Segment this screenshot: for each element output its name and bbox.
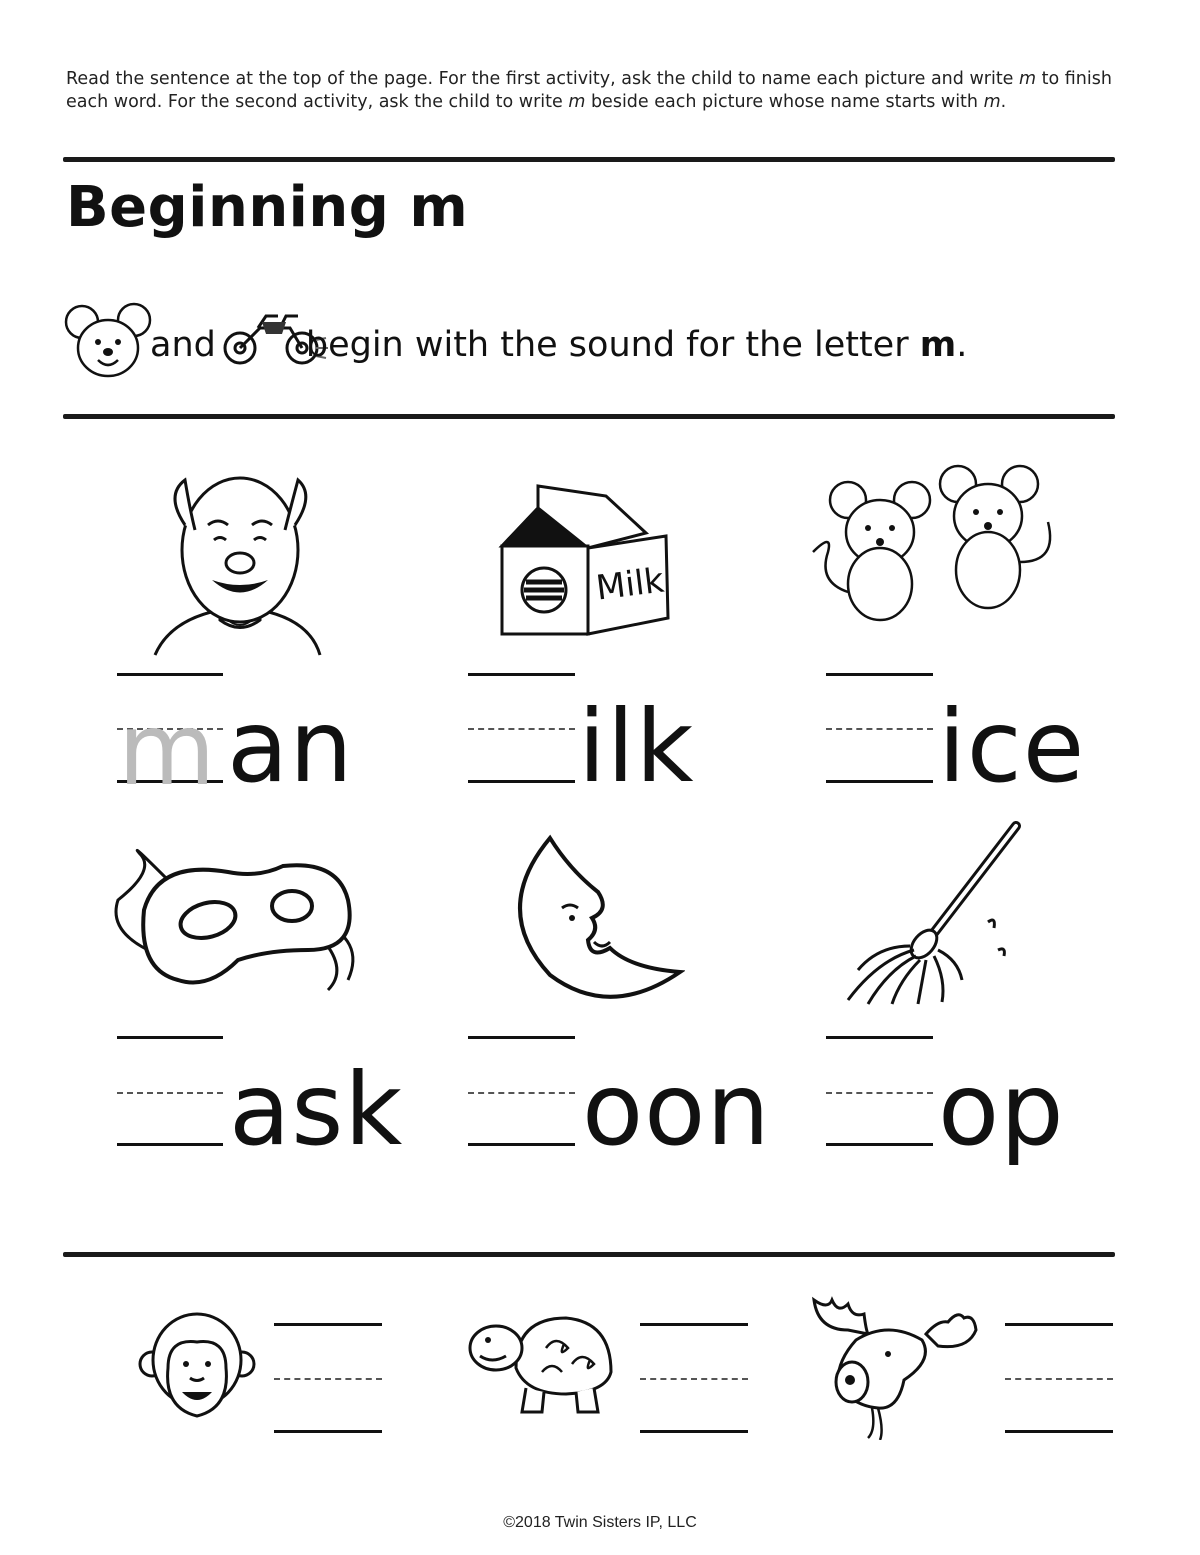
writing-line-dashed bbox=[826, 728, 933, 730]
mask-icon bbox=[108, 840, 368, 995]
writing-line-top bbox=[117, 1036, 223, 1039]
word-ending-milk: ilk bbox=[578, 688, 695, 805]
writing-line-top bbox=[468, 673, 575, 676]
instructions-text-4: . bbox=[1000, 92, 1007, 112]
writing-line-dashed bbox=[826, 1092, 933, 1094]
intro-sentence bbox=[150, 325, 967, 365]
word-ending-mask: ask bbox=[229, 1051, 404, 1168]
writing-line-base bbox=[468, 1143, 575, 1146]
writing-line-base bbox=[274, 1430, 382, 1433]
writing-line-top bbox=[640, 1323, 748, 1326]
writing-line-dashed bbox=[468, 728, 575, 730]
writing-line-top bbox=[117, 673, 223, 676]
milk-carton-label: Milk bbox=[593, 560, 667, 609]
writing-line-base bbox=[640, 1430, 748, 1433]
traced-letter-m: m bbox=[118, 691, 216, 808]
instructions bbox=[66, 68, 1136, 114]
writing-line-base bbox=[117, 1143, 223, 1146]
instructions-letter-1: m bbox=[1019, 69, 1037, 89]
writing-line-base bbox=[468, 780, 575, 783]
monkey-icon bbox=[138, 1308, 256, 1423]
moose-icon bbox=[808, 1290, 980, 1440]
writing-line-top bbox=[1005, 1323, 1113, 1326]
sentence-letter: m bbox=[919, 325, 957, 365]
instructions-text-3: beside each picture whose name starts with bbox=[585, 92, 984, 112]
divider-middle bbox=[63, 414, 1115, 419]
sentence-end: . bbox=[956, 325, 968, 365]
mop-icon bbox=[838, 820, 1023, 1008]
moon-icon bbox=[510, 830, 685, 1002]
man-icon bbox=[150, 455, 325, 660]
writing-line-dashed bbox=[468, 1092, 575, 1094]
writing-line-base bbox=[826, 1143, 933, 1146]
milk-icon bbox=[496, 478, 674, 638]
writing-line-base bbox=[826, 780, 933, 783]
writing-line-dashed bbox=[117, 1092, 223, 1094]
sentence-and: and bbox=[150, 325, 216, 365]
page-title: Beginning m bbox=[66, 175, 469, 240]
word-ending-mop: op bbox=[938, 1051, 1065, 1168]
writing-line-base bbox=[1005, 1430, 1113, 1433]
instructions-letter-2: m bbox=[568, 92, 586, 112]
writing-line-top bbox=[468, 1036, 575, 1039]
writing-line-top bbox=[274, 1323, 382, 1326]
mouse-head-icon bbox=[64, 302, 154, 380]
writing-line-dashed bbox=[1005, 1378, 1113, 1380]
sentence-rest: begin with the sound for the letter bbox=[305, 325, 920, 365]
instructions-text-2: to finish each word. For the second activity, ask the child to write bbox=[66, 69, 1112, 112]
divider-bottom bbox=[63, 1252, 1115, 1257]
mice-icon bbox=[808, 462, 1063, 630]
instructions-letter-3: m bbox=[983, 92, 1001, 112]
word-ending-man: an bbox=[227, 688, 354, 805]
writing-line-top bbox=[826, 673, 933, 676]
writing-line-dashed bbox=[640, 1378, 748, 1380]
word-ending-moon: oon bbox=[582, 1051, 771, 1168]
writing-line-top bbox=[826, 1036, 933, 1039]
writing-line-dashed bbox=[274, 1378, 382, 1380]
turtle-icon bbox=[466, 1308, 616, 1418]
word-ending-mice: ice bbox=[938, 688, 1086, 805]
divider-top bbox=[63, 157, 1115, 162]
instructions-text-1: Read the sentence at the top of the page. For the first activity, ask the child to name each picture and write bbox=[66, 69, 1020, 89]
copyright-footer: ©2018 Twin Sisters IP, LLC bbox=[503, 1514, 697, 1531]
